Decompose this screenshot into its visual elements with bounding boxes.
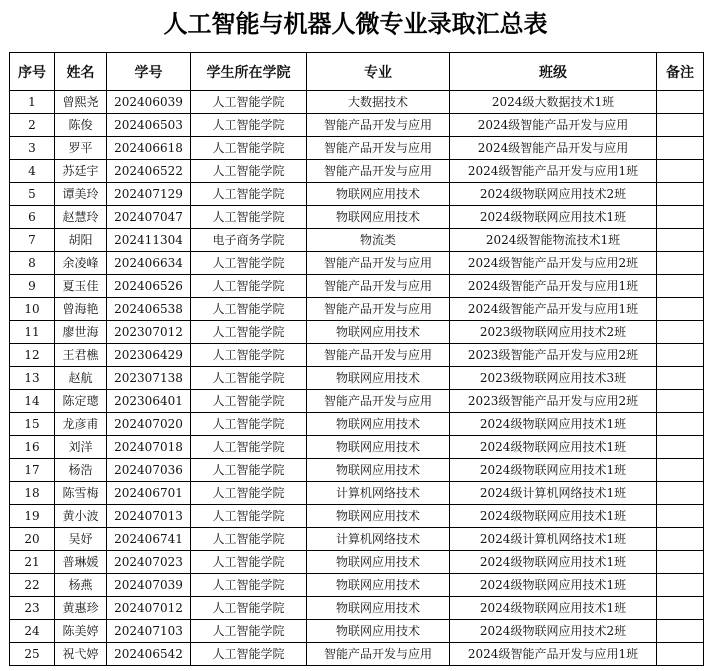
cell-student-id: 202306401 <box>107 390 191 413</box>
cell-remark <box>657 390 704 413</box>
cell-college: 人工智能学院 <box>191 298 307 321</box>
cell-major: 大数据技术 <box>307 91 450 114</box>
cell-remark <box>657 91 704 114</box>
cell-student-id: 202406522 <box>107 160 191 183</box>
cell-name: 陈雪梅 <box>55 482 107 505</box>
cell-remark <box>657 275 704 298</box>
cell-no: 20 <box>10 528 55 551</box>
cell-name: 胡阳 <box>55 229 107 252</box>
cell-college: 人工智能学院 <box>191 137 307 160</box>
cell-major: 智能产品开发与应用 <box>307 114 450 137</box>
table-row <box>10 597 704 620</box>
cell-class: 2024级物联网应用技术1班 <box>450 597 657 620</box>
cell-name: 吴妤 <box>55 528 107 551</box>
cell-major: 计算机网络技术 <box>307 528 450 551</box>
cell-college: 人工智能学院 <box>191 482 307 505</box>
cell-remark <box>657 413 704 436</box>
cell-remark <box>657 574 704 597</box>
cell-name: 苏廷宇 <box>55 160 107 183</box>
cell-major: 智能产品开发与应用 <box>307 298 450 321</box>
table-row <box>10 160 704 183</box>
cell-college: 人工智能学院 <box>191 206 307 229</box>
cell-no: 19 <box>10 505 55 528</box>
cell-remark <box>657 643 704 666</box>
table-row <box>10 114 704 137</box>
table-row <box>10 390 704 413</box>
column-header-major: 专业 <box>307 53 450 91</box>
cell-no: 8 <box>10 252 55 275</box>
cell-major: 物联网应用技术 <box>307 183 450 206</box>
cell-name: 黄小波 <box>55 505 107 528</box>
cell-remark <box>657 551 704 574</box>
cell-class: 2024级智能产品开发与应用1班 <box>450 160 657 183</box>
cell-no: 9 <box>10 275 55 298</box>
cell-name: 刘洋 <box>55 436 107 459</box>
cell-no: 4 <box>10 160 55 183</box>
cell-student-id: 202306429 <box>107 344 191 367</box>
cell-name: 谭美玲 <box>55 183 107 206</box>
cell-major: 物联网应用技术 <box>307 597 450 620</box>
cell-remark <box>657 482 704 505</box>
cell-name: 余凌峰 <box>55 252 107 275</box>
cell-class: 2024级物联网应用技术1班 <box>450 413 657 436</box>
table-row <box>10 229 704 252</box>
cell-no: 23 <box>10 597 55 620</box>
cell-no: 21 <box>10 551 55 574</box>
cell-college: 人工智能学院 <box>191 91 307 114</box>
cell-no: 24 <box>10 620 55 643</box>
cell-college: 人工智能学院 <box>191 620 307 643</box>
cell-remark <box>657 597 704 620</box>
cell-student-id: 202407018 <box>107 436 191 459</box>
page-title: 人工智能与机器人微专业录取汇总表 <box>163 10 548 38</box>
cell-remark <box>657 114 704 137</box>
cell-name: 罗平 <box>55 137 107 160</box>
cell-class: 2024级物联网应用技术1班 <box>450 436 657 459</box>
cell-class: 2024级智能产品开发与应用1班 <box>450 298 657 321</box>
cell-name: 陈定璁 <box>55 390 107 413</box>
table-row <box>10 459 704 482</box>
cell-college: 人工智能学院 <box>191 114 307 137</box>
cell-major: 智能产品开发与应用 <box>307 137 450 160</box>
cell-college: 人工智能学院 <box>191 551 307 574</box>
cell-remark <box>657 183 704 206</box>
table-row <box>10 482 704 505</box>
cell-student-id: 202307012 <box>107 321 191 344</box>
cell-name: 赵航 <box>55 367 107 390</box>
table-body <box>10 91 704 666</box>
cell-no: 7 <box>10 229 55 252</box>
column-header-student-id: 学号 <box>107 53 191 91</box>
cell-no: 12 <box>10 344 55 367</box>
cell-college: 人工智能学院 <box>191 367 307 390</box>
cell-name: 杨浩 <box>55 459 107 482</box>
cell-student-id: 202406542 <box>107 643 191 666</box>
cell-college: 人工智能学院 <box>191 413 307 436</box>
cell-no: 6 <box>10 206 55 229</box>
cell-class: 2023级物联网应用技术2班 <box>450 321 657 344</box>
table-row <box>10 344 704 367</box>
cell-no: 11 <box>10 321 55 344</box>
cell-student-id: 202307138 <box>107 367 191 390</box>
cell-no: 22 <box>10 574 55 597</box>
cell-major: 物流类 <box>307 229 450 252</box>
cell-major: 物联网应用技术 <box>307 413 450 436</box>
cell-no: 15 <box>10 413 55 436</box>
cell-student-id: 202406503 <box>107 114 191 137</box>
cell-no: 13 <box>10 367 55 390</box>
table-row <box>10 367 704 390</box>
cell-class: 2024级计算机网络技术1班 <box>450 482 657 505</box>
column-header-no: 序号 <box>10 53 55 91</box>
cell-student-id: 202407047 <box>107 206 191 229</box>
cell-student-id: 202406618 <box>107 137 191 160</box>
cell-major: 物联网应用技术 <box>307 321 450 344</box>
cell-name: 陈美婷 <box>55 620 107 643</box>
cell-major: 物联网应用技术 <box>307 367 450 390</box>
table-row <box>10 252 704 275</box>
column-header-college: 学生所在学院 <box>191 53 307 91</box>
cell-major: 智能产品开发与应用 <box>307 643 450 666</box>
cell-name: 黄惠珍 <box>55 597 107 620</box>
cell-no: 2 <box>10 114 55 137</box>
cell-no: 16 <box>10 436 55 459</box>
cell-class: 2024级物联网应用技术2班 <box>450 620 657 643</box>
cell-student-id: 202406526 <box>107 275 191 298</box>
cell-name: 王君樵 <box>55 344 107 367</box>
cell-college: 人工智能学院 <box>191 160 307 183</box>
cell-college: 人工智能学院 <box>191 436 307 459</box>
cell-class: 2024级物联网应用技术1班 <box>450 574 657 597</box>
cell-name: 赵慧玲 <box>55 206 107 229</box>
cell-class: 2023级物联网应用技术3班 <box>450 367 657 390</box>
cell-remark <box>657 229 704 252</box>
cell-class: 2023级智能产品开发与应用2班 <box>450 390 657 413</box>
cell-student-id: 202407020 <box>107 413 191 436</box>
cell-college: 电子商务学院 <box>191 229 307 252</box>
cell-no: 25 <box>10 643 55 666</box>
cell-no: 1 <box>10 91 55 114</box>
cell-college: 人工智能学院 <box>191 321 307 344</box>
cell-remark <box>657 528 704 551</box>
cell-college: 人工智能学院 <box>191 528 307 551</box>
table-row <box>10 206 704 229</box>
cell-class: 2024级物联网应用技术1班 <box>450 551 657 574</box>
cell-remark <box>657 459 704 482</box>
cell-class: 2024级智能产品开发与应用2班 <box>450 252 657 275</box>
cell-college: 人工智能学院 <box>191 252 307 275</box>
cell-major: 物联网应用技术 <box>307 436 450 459</box>
cell-name: 夏玉佳 <box>55 275 107 298</box>
cell-remark <box>657 206 704 229</box>
cell-student-id: 202407103 <box>107 620 191 643</box>
cell-class: 2024级智能产品开发与应用1班 <box>450 643 657 666</box>
cell-major: 智能产品开发与应用 <box>307 160 450 183</box>
cell-major: 智能产品开发与应用 <box>307 344 450 367</box>
table-row <box>10 620 704 643</box>
table-row <box>10 505 704 528</box>
cell-major: 智能产品开发与应用 <box>307 275 450 298</box>
cell-name: 曾熙尧 <box>55 91 107 114</box>
cell-student-id: 202406039 <box>107 91 191 114</box>
cell-remark <box>657 505 704 528</box>
cell-student-id: 202406741 <box>107 528 191 551</box>
cell-remark <box>657 344 704 367</box>
cell-class: 2024级智能产品开发与应用 <box>450 114 657 137</box>
table-row <box>10 574 704 597</box>
table-row <box>10 183 704 206</box>
table-row <box>10 413 704 436</box>
cell-class: 2024级智能产品开发与应用1班 <box>450 275 657 298</box>
cell-class: 2023级智能产品开发与应用2班 <box>450 344 657 367</box>
cell-student-id: 202411304 <box>107 229 191 252</box>
cell-remark <box>657 160 704 183</box>
cell-name: 龙彦甫 <box>55 413 107 436</box>
table-row <box>10 551 704 574</box>
cell-remark <box>657 620 704 643</box>
cell-major: 智能产品开发与应用 <box>307 390 450 413</box>
table-row <box>10 137 704 160</box>
cell-name: 曾海艳 <box>55 298 107 321</box>
table-row <box>10 275 704 298</box>
admission-table <box>9 52 704 666</box>
cell-major: 物联网应用技术 <box>307 574 450 597</box>
column-header-class: 班级 <box>450 53 657 91</box>
cell-student-id: 202406701 <box>107 482 191 505</box>
cell-college: 人工智能学院 <box>191 183 307 206</box>
cell-remark <box>657 321 704 344</box>
cell-name: 普琳媛 <box>55 551 107 574</box>
cell-student-id: 202407129 <box>107 183 191 206</box>
cell-college: 人工智能学院 <box>191 275 307 298</box>
column-header-remark: 备注 <box>657 53 704 91</box>
table-row <box>10 298 704 321</box>
cell-class: 2024级物联网应用技术1班 <box>450 206 657 229</box>
cell-college: 人工智能学院 <box>191 643 307 666</box>
cell-college: 人工智能学院 <box>191 505 307 528</box>
cell-major: 智能产品开发与应用 <box>307 252 450 275</box>
cell-major: 物联网应用技术 <box>307 620 450 643</box>
cell-major: 物联网应用技术 <box>307 206 450 229</box>
table-row <box>10 321 704 344</box>
table-row <box>10 528 704 551</box>
cell-major: 物联网应用技术 <box>307 551 450 574</box>
cell-major: 物联网应用技术 <box>307 505 450 528</box>
cell-college: 人工智能学院 <box>191 459 307 482</box>
cell-class: 2024级大数据技术1班 <box>450 91 657 114</box>
cell-name: 陈俊 <box>55 114 107 137</box>
cell-student-id: 202407036 <box>107 459 191 482</box>
cell-remark <box>657 137 704 160</box>
column-header-name: 姓名 <box>55 53 107 91</box>
cell-student-id: 202406634 <box>107 252 191 275</box>
cell-major: 计算机网络技术 <box>307 482 450 505</box>
cell-student-id: 202407023 <box>107 551 191 574</box>
table-row <box>10 643 704 666</box>
cell-remark <box>657 367 704 390</box>
cell-remark <box>657 298 704 321</box>
cell-class: 2024级智能物流技术1班 <box>450 229 657 252</box>
cell-class: 2024级计算机网络技术1班 <box>450 528 657 551</box>
cell-remark <box>657 252 704 275</box>
cell-major: 物联网应用技术 <box>307 459 450 482</box>
cell-no: 18 <box>10 482 55 505</box>
cell-student-id: 202407013 <box>107 505 191 528</box>
cell-no: 14 <box>10 390 55 413</box>
cell-class: 2024级物联网应用技术2班 <box>450 183 657 206</box>
cell-college: 人工智能学院 <box>191 597 307 620</box>
cell-college: 人工智能学院 <box>191 344 307 367</box>
cell-name: 杨燕 <box>55 574 107 597</box>
cell-class: 2024级智能产品开发与应用 <box>450 137 657 160</box>
cell-college: 人工智能学院 <box>191 574 307 597</box>
table-header-row <box>10 53 704 91</box>
table-row <box>10 91 704 114</box>
cell-no: 5 <box>10 183 55 206</box>
cell-student-id: 202407039 <box>107 574 191 597</box>
cell-student-id: 202407012 <box>107 597 191 620</box>
cell-no: 10 <box>10 298 55 321</box>
cell-no: 17 <box>10 459 55 482</box>
cell-class: 2024级物联网应用技术1班 <box>450 505 657 528</box>
cell-college: 人工智能学院 <box>191 390 307 413</box>
table-row <box>10 436 704 459</box>
cell-student-id: 202406538 <box>107 298 191 321</box>
cell-name: 祝弋婷 <box>55 643 107 666</box>
cell-remark <box>657 436 704 459</box>
cell-class: 2024级物联网应用技术1班 <box>450 459 657 482</box>
cell-no: 3 <box>10 137 55 160</box>
cell-name: 廖世海 <box>55 321 107 344</box>
